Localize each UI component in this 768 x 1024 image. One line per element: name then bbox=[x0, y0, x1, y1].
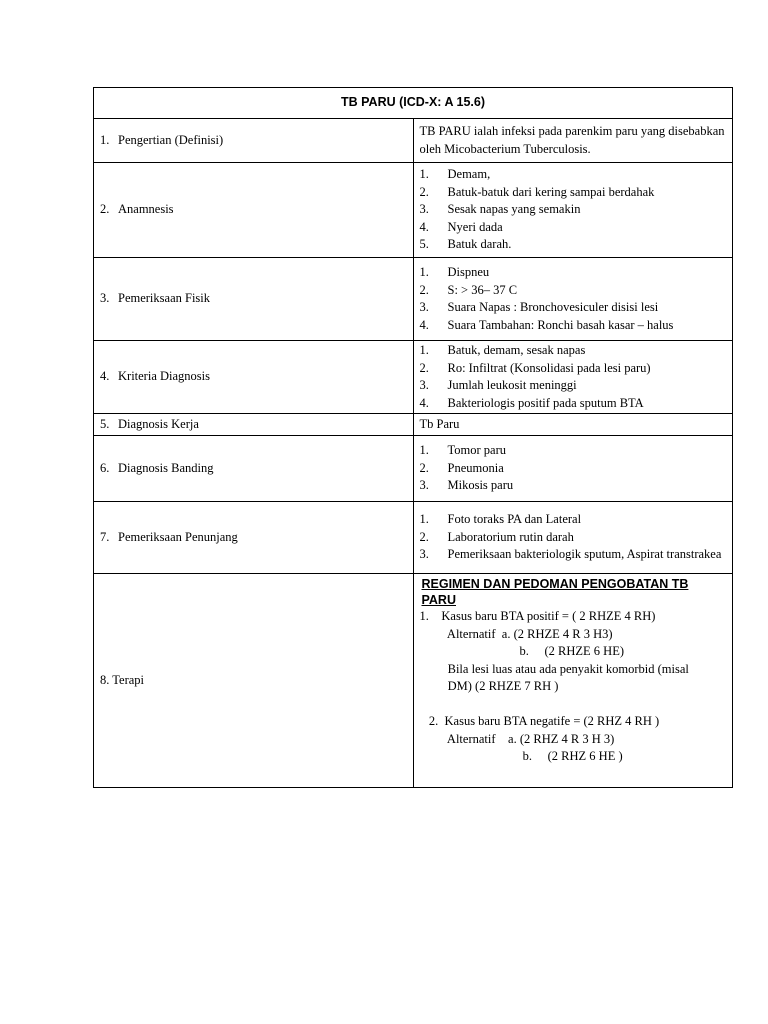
list-number: 3. bbox=[419, 202, 429, 217]
list-item bbox=[420, 477, 727, 495]
list-item bbox=[420, 511, 727, 529]
therapy-line bbox=[420, 696, 727, 714]
row-number: 4. bbox=[100, 369, 110, 384]
list-number: 4. bbox=[419, 219, 429, 234]
list-text: Tomor paru bbox=[447, 443, 506, 458]
row-label: Pemeriksaan Penunjang bbox=[118, 529, 238, 544]
list-item bbox=[420, 201, 727, 219]
list-number: 5. bbox=[419, 237, 429, 252]
row-content-cell bbox=[413, 163, 733, 258]
row-label-cell bbox=[94, 119, 414, 163]
list-item bbox=[420, 442, 727, 460]
list-item bbox=[420, 546, 727, 564]
numbered-list bbox=[420, 442, 727, 495]
list-text: Bakteriologis positif pada sputum BTA bbox=[447, 395, 644, 410]
list-item bbox=[420, 377, 727, 395]
row-label: Kriteria Diagnosis bbox=[118, 369, 210, 384]
list-item bbox=[420, 299, 727, 317]
row-label: Pengertian (Definisi) bbox=[118, 132, 224, 147]
list-item bbox=[420, 219, 727, 237]
list-text: Pemeriksaan bakteriologik sputum, Aspirat transtrakea bbox=[447, 547, 722, 562]
row-text: Tb Paru bbox=[419, 416, 460, 431]
therapy-content-cell bbox=[413, 574, 733, 788]
list-text: S: > 36– 37 C bbox=[447, 282, 518, 297]
table-row bbox=[94, 502, 733, 574]
list-item bbox=[420, 184, 727, 202]
row-number: 2. bbox=[100, 202, 110, 217]
therapy-line: Alternatif a. (2 RHZE 4 R 3 H3) bbox=[419, 626, 613, 641]
title-row bbox=[94, 88, 733, 119]
row-number: 3. bbox=[100, 291, 110, 306]
row-number: 1. bbox=[100, 132, 110, 147]
list-text: Dispneu bbox=[447, 265, 490, 279]
list-number: 3. bbox=[419, 300, 429, 314]
numbered-list bbox=[420, 511, 727, 564]
list-number: 3. bbox=[419, 378, 429, 392]
list-text: Jumlah leukosit meninggi bbox=[447, 378, 577, 392]
table-row bbox=[94, 258, 733, 341]
list-number: 3. bbox=[419, 547, 429, 562]
list-text: Sesak napas yang semakin bbox=[447, 202, 581, 217]
list-item bbox=[420, 360, 727, 378]
list-item bbox=[420, 236, 727, 254]
list-number: 1. bbox=[419, 167, 429, 182]
list-item bbox=[420, 166, 727, 184]
therapy-line: DM) (2 RHZE 7 RH ) bbox=[419, 679, 559, 693]
row-content-cell bbox=[413, 414, 733, 436]
row-content-cell bbox=[413, 341, 733, 414]
list-text: Laboratorium rutin darah bbox=[447, 529, 574, 544]
therapy-line: Bila lesi luas atau ada penyakit komorbid (misal bbox=[419, 661, 689, 676]
list-item bbox=[420, 529, 727, 547]
therapy-heading: REGIMEN DAN PEDOMAN PENGOBATAN TB PARU bbox=[421, 577, 689, 607]
table-row bbox=[94, 119, 733, 163]
list-item bbox=[420, 264, 727, 282]
row-content-cell bbox=[413, 436, 733, 502]
list-text: Pneumonia bbox=[447, 460, 504, 475]
list-number: 1. bbox=[419, 265, 429, 279]
therapy-label: 8. Terapi bbox=[100, 672, 145, 687]
list-item bbox=[420, 282, 727, 300]
row-label: Diagnosis Banding bbox=[118, 460, 214, 475]
table-row bbox=[94, 414, 733, 436]
row-label-cell bbox=[94, 436, 414, 502]
row-label-cell bbox=[94, 341, 414, 414]
list-number: 3. bbox=[419, 478, 429, 493]
therapy-label-cell bbox=[94, 574, 414, 788]
therapy-line: 1. Kasus baru BTA positif = ( 2 RHZE 4 RH) bbox=[419, 609, 656, 623]
list-text: Mikosis paru bbox=[447, 478, 514, 493]
list-text: Nyeri dada bbox=[447, 219, 503, 234]
numbered-list bbox=[420, 166, 727, 254]
list-text: Batuk darah. bbox=[447, 237, 512, 252]
table-row bbox=[94, 163, 733, 258]
list-text: Batuk-batuk dari kering sampai berdahak bbox=[447, 184, 655, 199]
list-text: Batuk, demam, sesak napas bbox=[447, 343, 586, 357]
list-text: Foto toraks PA dan Lateral bbox=[447, 512, 582, 527]
row-number: 6. bbox=[100, 460, 110, 475]
row-label-cell bbox=[94, 502, 414, 574]
list-number: 2. bbox=[419, 460, 429, 475]
list-number: 4. bbox=[419, 317, 429, 332]
list-number: 2. bbox=[419, 184, 429, 199]
therapy-line: b. (2 RHZE 6 HE) bbox=[419, 644, 624, 658]
list-number: 2. bbox=[419, 360, 429, 375]
table-row bbox=[94, 436, 733, 502]
row-label: Pemeriksaan Fisik bbox=[118, 291, 211, 306]
list-number: 2. bbox=[419, 529, 429, 544]
therapy-line: Alternatif a. (2 RHZ 4 R 3 H 3) bbox=[419, 731, 615, 746]
row-label-cell bbox=[94, 414, 414, 436]
row-label-cell bbox=[94, 163, 414, 258]
list-text: Suara Napas : Bronchovesiculer disisi lesi bbox=[447, 300, 659, 314]
list-number: 1. bbox=[419, 443, 429, 458]
list-number: 1. bbox=[419, 343, 429, 357]
list-item bbox=[420, 460, 727, 478]
therapy-line: b. (2 RHZ 6 HE ) bbox=[419, 749, 623, 763]
row-content-cell bbox=[413, 258, 733, 341]
row-number: 7. bbox=[100, 529, 110, 544]
row-number: 5. bbox=[100, 416, 110, 431]
list-item bbox=[420, 395, 727, 413]
row-content-cell bbox=[413, 119, 733, 163]
list-text: Ro: Infiltrat (Konsolidasi pada lesi paru) bbox=[447, 360, 651, 375]
therapy-line: 2. Kasus baru BTA negatife = (2 RHZ 4 RH ) bbox=[419, 714, 660, 728]
table-row-therapy bbox=[94, 574, 733, 788]
table-title: TB PARU (ICD-X: A 15.6) bbox=[94, 88, 733, 119]
tb-paru-table bbox=[93, 87, 733, 788]
row-content-cell bbox=[413, 502, 733, 574]
row-label: Anamnesis bbox=[118, 202, 174, 217]
list-number: 4. bbox=[419, 395, 429, 410]
list-item bbox=[420, 342, 727, 360]
list-item bbox=[420, 317, 727, 335]
row-text: TB PARU ialah infeksi pada parenkim paru yang disebabkan oleh Micobacterium Tuberculosis. bbox=[419, 124, 725, 156]
list-number: 2. bbox=[419, 282, 429, 297]
table-row bbox=[94, 341, 733, 414]
list-text: Demam, bbox=[447, 167, 491, 182]
list-text: Suara Tambahan: Ronchi basah kasar – halus bbox=[447, 317, 674, 332]
numbered-list bbox=[420, 264, 727, 334]
list-number: 1. bbox=[419, 512, 429, 527]
numbered-list bbox=[420, 342, 727, 412]
row-label-cell bbox=[94, 258, 414, 341]
row-label: Diagnosis Kerja bbox=[118, 416, 199, 431]
